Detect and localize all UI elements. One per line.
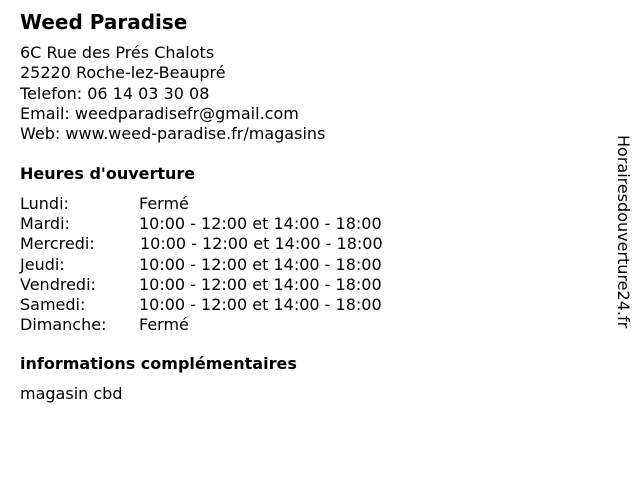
hours-row-monday <box>20 194 440 214</box>
hours-value: 10:00 - 12:00 et 14:00 - 18:00 <box>139 254 382 274</box>
hours-value: Fermé <box>139 315 189 335</box>
hours-row-sunday <box>20 315 440 335</box>
hours-row-wednesday <box>20 234 440 254</box>
day-label: Lundi: <box>20 194 69 213</box>
hours-value: 10:00 - 12:00 et 14:00 - 18:00 <box>139 274 382 294</box>
email-address: Email: weedparadisefr@gmail.com <box>20 103 299 123</box>
hours-row-tuesday <box>20 214 440 234</box>
additional-info-heading: informations complémentaires <box>20 354 297 373</box>
opening-hours-heading: Heures d'ouverture <box>20 164 196 183</box>
day-label: Jeudi: <box>20 254 65 274</box>
hours-value: Fermé <box>139 194 189 213</box>
business-name: Weed Paradise <box>20 10 188 34</box>
day-label: Samedi: <box>20 294 86 314</box>
day-label: Dimanche: <box>20 315 107 335</box>
hours-row-friday <box>20 275 440 295</box>
watermark <box>612 135 634 373</box>
day-label: Mercredi: <box>20 234 95 254</box>
hours-value: 10:00 - 12:00 et 14:00 - 18:00 <box>140 234 383 254</box>
hours-value: 10:00 - 12:00 et 14:00 - 18:00 <box>139 294 382 314</box>
opening-hours-table <box>20 194 440 335</box>
address-city: 25220 Roche-lez-Beaupré <box>20 63 226 83</box>
hours-row-thursday <box>20 255 440 275</box>
address-street: 6C Rue des Prés Chalots <box>20 43 215 62</box>
phone-number: Telefon: 06 14 03 30 08 <box>20 83 210 103</box>
business-contact-block <box>20 43 325 144</box>
hours-value: 10:00 - 12:00 et 14:00 - 18:00 <box>139 214 382 234</box>
day-label: Mardi: <box>20 214 70 234</box>
additional-info-text: magasin cbd <box>20 384 123 403</box>
website-address: Web: www.weed-paradise.fr/magasins <box>20 124 326 144</box>
day-label: Vendredi: <box>20 274 96 294</box>
hours-row-saturday <box>20 295 440 315</box>
watermark-text: Horairesdouverture24.fr <box>614 135 633 329</box>
